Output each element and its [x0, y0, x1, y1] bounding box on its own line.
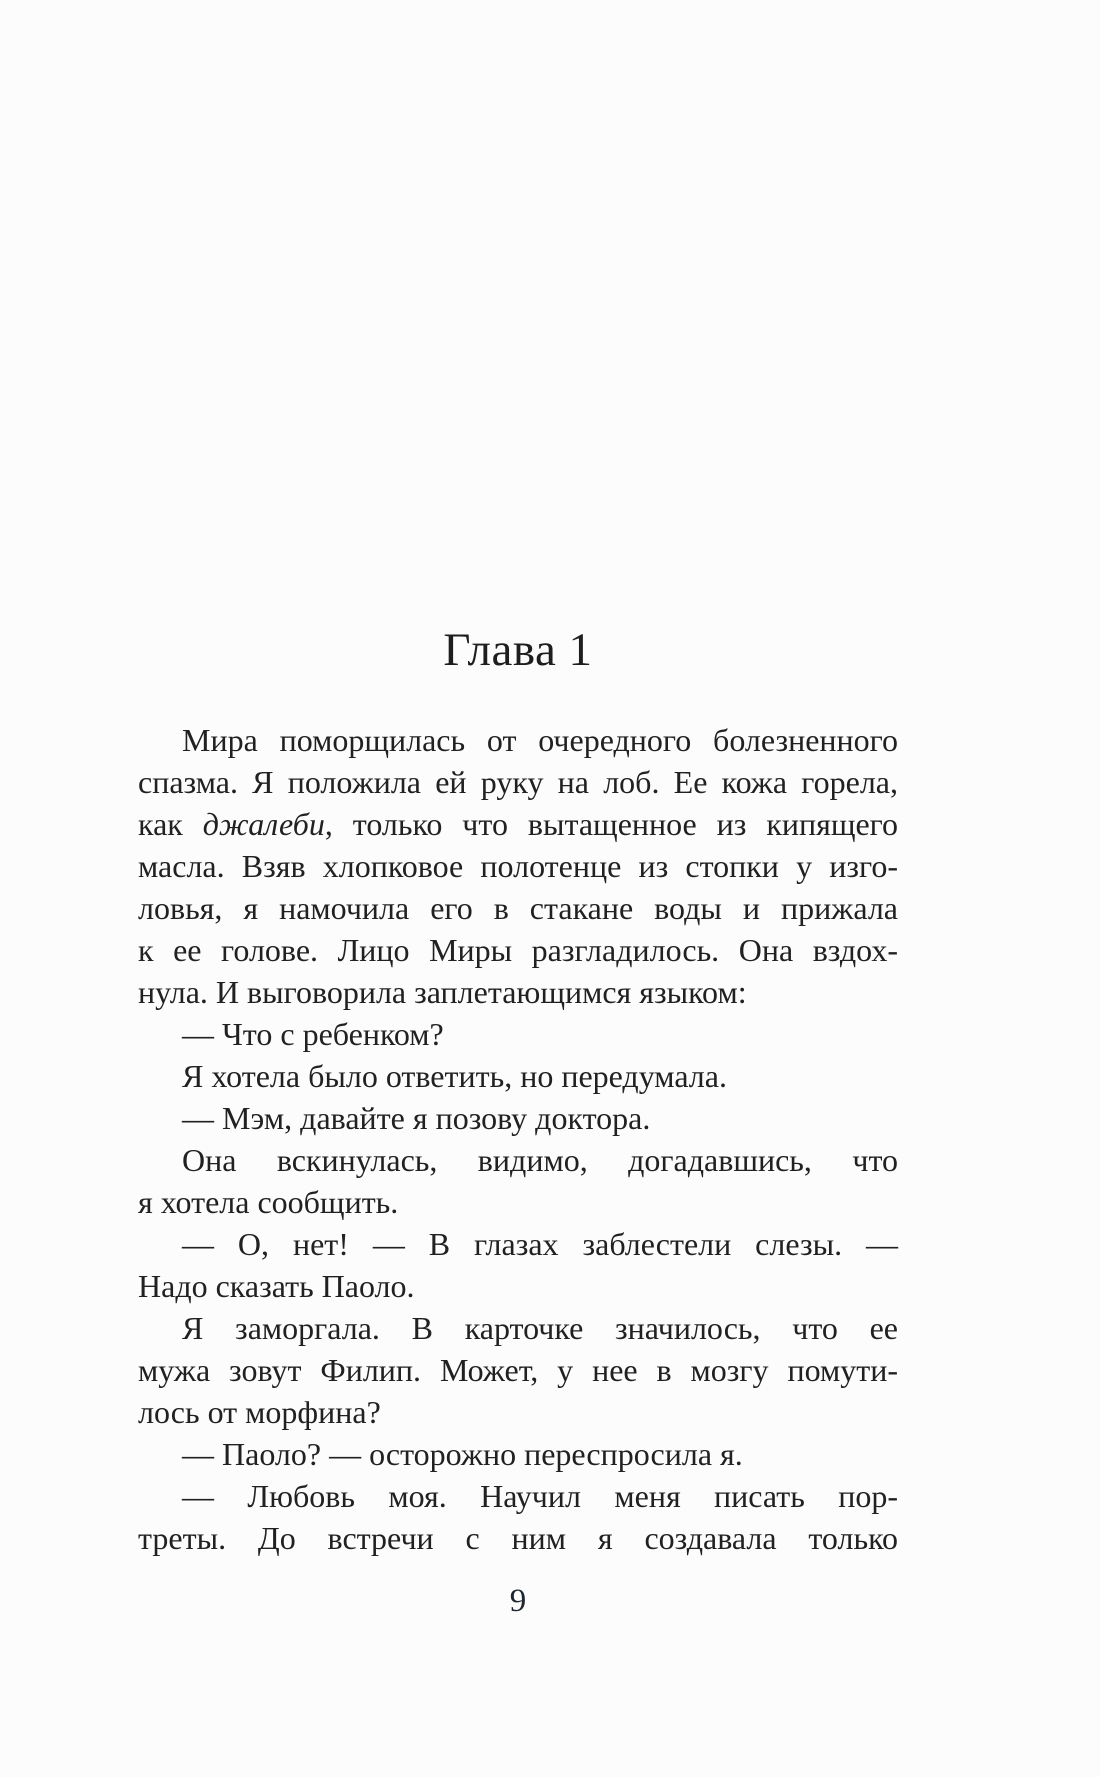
- text-line: к ее голове. Лицо Миры разгладилось. Она вздох-: [138, 932, 898, 968]
- italic-term: джалеби: [202, 806, 325, 842]
- text-line: Мира поморщилась от очередного болезненного: [182, 722, 898, 758]
- page-number: 9: [509, 1583, 527, 1619]
- text-line: я хотела сообщить.: [138, 1184, 399, 1220]
- text-line: как джалеби, только что вытащенное из кипящего: [138, 806, 899, 842]
- text-line: мужа зовут Филип. Может, у нее в мозгу помути-: [138, 1352, 898, 1388]
- text-line: — Любовь моя. Научил меня писать пор-: [182, 1478, 898, 1514]
- text-line: ловья, я намочила его в стакане воды и прижала: [138, 890, 898, 926]
- chapter-title: Глава 1: [443, 624, 593, 676]
- text-line: Надо сказать Паоло.: [138, 1268, 415, 1304]
- text-line: масла. Взяв хлопковое полотенце из стопки у изго-: [138, 848, 898, 884]
- text-line: — Мэм, давайте я позову доктора.: [182, 1100, 651, 1136]
- text-line: треты. До встречи с ним я создавала только: [138, 1520, 898, 1556]
- body-text: [138, 719, 898, 1559]
- text-line: Она вскинулась, видимо, догадавшись, что: [182, 1142, 898, 1178]
- text-line: Я заморгала. В карточке значилось, что ее: [182, 1310, 898, 1346]
- text-line: Я хотела было ответить, но передумала.: [182, 1058, 727, 1094]
- text-line: — Что с ребенком?: [182, 1016, 444, 1052]
- text-line: спазма. Я положила ей руку на лоб. Ее кожа горела,: [138, 764, 898, 800]
- text-line: нула. И выговорила заплетающимся языком:: [138, 974, 747, 1010]
- text-line: — Паоло? — осторожно переспросила я.: [182, 1436, 743, 1472]
- text-line: лось от морфина?: [138, 1394, 381, 1430]
- text-line: — О, нет! — В глазах заблестели слезы. —: [182, 1226, 898, 1262]
